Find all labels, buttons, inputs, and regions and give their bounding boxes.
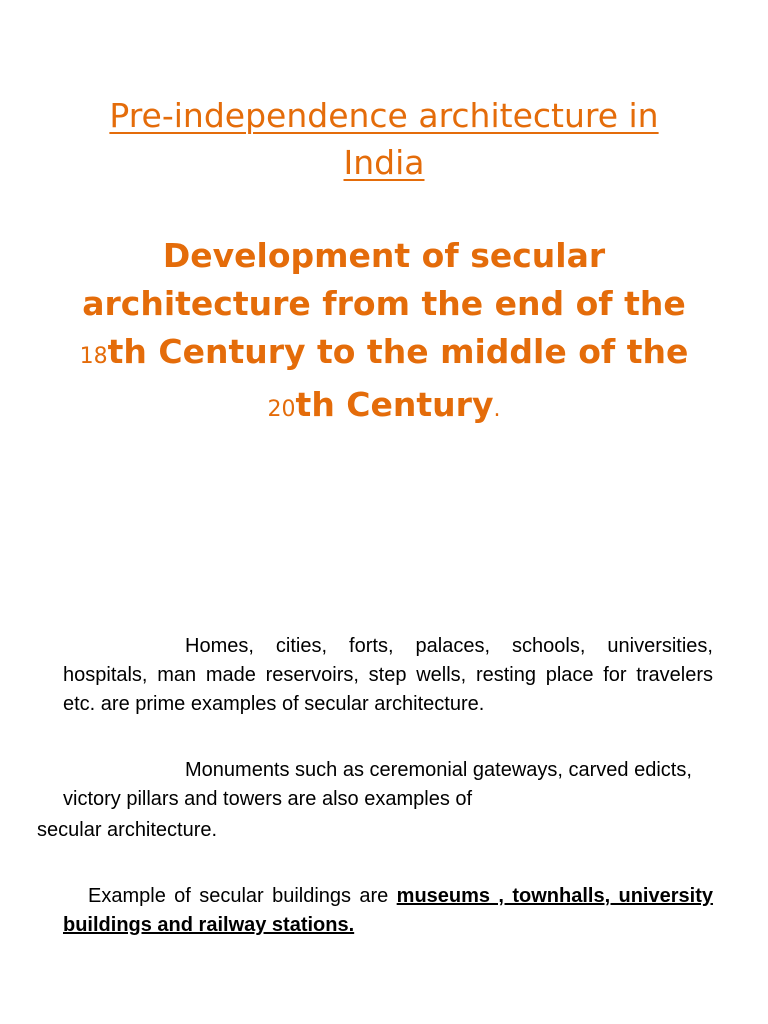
page-subtitle xyxy=(40,232,728,434)
paragraph-secular-buildings xyxy=(63,882,713,940)
paragraph-monuments: Monuments such as ceremonial gateways, carved edicts, victory pillars and towers are also examples of xyxy=(63,759,692,810)
subtitle-century-20: 20 xyxy=(267,397,296,422)
page-title xyxy=(40,92,728,186)
subtitle-line-1: Development of secular xyxy=(162,236,606,275)
subtitle-line-4: th Century xyxy=(295,385,494,424)
subtitle-period: . xyxy=(493,397,501,422)
subtitle-line-3: th Century to the middle of the xyxy=(107,332,689,371)
paragraph-secular-buildings-emphasis: museums , townhalls, university buildings and railway stations. xyxy=(63,885,713,936)
title-line-2: India xyxy=(343,143,425,182)
paragraph-secular-buildings-lead: Example of secular buildings are xyxy=(88,885,397,907)
paragraph-secular-examples: Homes, cities, forts, palaces, schools, universities, hospitals, man made reservoirs, step wells, resting place for travelers etc. are prime examples of secular architecture. xyxy=(63,635,713,715)
subtitle-century-18: 18 xyxy=(79,344,108,369)
subtitle-line-2: architecture from the end of the xyxy=(82,284,686,323)
title-line-1: Pre-independence architecture in xyxy=(109,96,659,135)
paragraph-monuments-tail: secular architecture. xyxy=(37,819,218,841)
